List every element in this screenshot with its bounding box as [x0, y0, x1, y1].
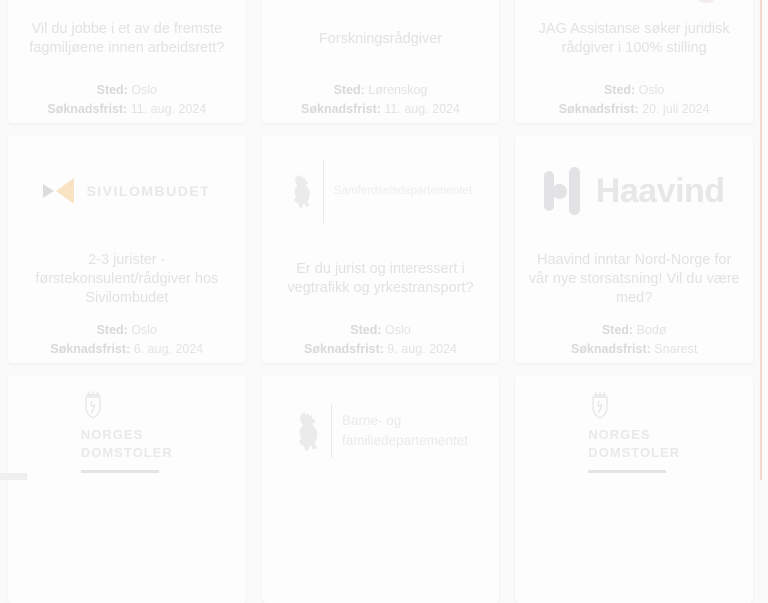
job-location: Sted: Lørenskog [333, 83, 428, 97]
job-card[interactable] [515, 135, 753, 363]
job-deadline: Søknadsfrist: 6. aug. 2024 [50, 342, 204, 356]
sivilombudet-left-arrow-icon [56, 178, 74, 204]
court-crest-icon [590, 390, 610, 420]
norges-domstoler-logo [588, 390, 680, 473]
job-card-grid [8, 0, 753, 603]
logo-underline [588, 470, 666, 473]
job-meta [301, 81, 460, 118]
royal-lion-icon [293, 411, 321, 451]
job-card[interactable] [262, 135, 500, 363]
job-card[interactable] [8, 375, 246, 603]
barne-og-familiedepartementet-logo [293, 404, 468, 458]
job-card[interactable] [262, 375, 500, 603]
royal-lion-icon [289, 174, 313, 208]
logo-divider [331, 404, 332, 458]
employer-logo-area [20, 0, 234, 13]
job-title: Forskningsrådgiver [318, 30, 443, 47]
employer-logo-area [274, 0, 488, 13]
employer-logo-area [527, 153, 741, 253]
job-deadline: Søknadsfrist: Snarest [570, 342, 698, 356]
job-card[interactable] [515, 0, 753, 123]
haavind-logo-text: Haavind [595, 171, 725, 210]
job-meta [571, 321, 697, 358]
job-title: 2-3 jurister - førstekonsulent/rådgiver hos Sivilombudet [35, 251, 219, 306]
job-deadline: Søknadsfrist: 9. aug. 2024 [304, 342, 457, 356]
job-title: Er du jurist og interessert i vegtrafikk og yrkestransport? [287, 261, 474, 296]
job-location: Sted: Bodø [601, 323, 667, 337]
department-logo-line1: Barne- og [341, 413, 402, 428]
norges-domstoler-logo [81, 390, 173, 473]
job-card[interactable] [8, 135, 246, 363]
job-card[interactable] [262, 0, 500, 123]
domstoler-logo-line1: NORGES [588, 426, 651, 442]
job-location: Sted: Oslo [96, 323, 158, 337]
bottom-left-edge-fragment [0, 473, 27, 480]
job-title: Vil du jobbe i et av de fremste fagmiljøene innen arbeidsrett? [29, 21, 225, 56]
job-deadline: Søknadsfrist: 11. aug. 2024 [47, 102, 207, 116]
job-title: JAG Assistanse søker juridisk rådgiver i 100% stilling [538, 21, 730, 56]
logo-divider [323, 159, 324, 223]
domstoler-logo-line2: DOMSTOLER [588, 444, 681, 460]
job-location: Sted: Oslo [96, 83, 158, 97]
job-card[interactable] [8, 0, 246, 123]
job-meta [47, 81, 206, 118]
sivilombudet-right-arrow-icon [43, 184, 54, 198]
haavind-logo [544, 167, 725, 215]
domstoler-logo-line2: DOMSTOLER [80, 444, 173, 460]
employer-logo-area [20, 153, 234, 253]
department-logo-line2: familiedepartementet [341, 433, 469, 448]
domstoler-logo-line1: NORGES [80, 426, 144, 442]
job-location: Sted: Oslo [603, 83, 665, 97]
job-meta [304, 321, 457, 358]
job-card[interactable] [515, 375, 753, 603]
job-deadline: Søknadsfrist: 20. juli 2024 [558, 102, 710, 116]
employer-logo-area [274, 153, 488, 253]
logo-underline [81, 470, 159, 473]
job-location: Sted: Oslo [350, 323, 411, 337]
sivilombudet-logo [43, 178, 210, 204]
employer-logo-area [527, 393, 741, 493]
job-title: Haavind inntar Nord-Norge for vår nye storsatsning! Vil du være med? [528, 251, 740, 306]
employer-logo-area [20, 393, 234, 493]
employer-logo-area [274, 393, 488, 493]
haavind-h-icon [544, 167, 580, 215]
court-crest-icon [83, 390, 103, 420]
scrollbar[interactable] [760, 0, 768, 480]
job-deadline: Søknadsfrist: 11. aug. 2024 [301, 102, 460, 116]
department-logo-text: Samferdselsdepartementet [333, 185, 473, 197]
samferdselsdepartementet-logo [289, 159, 472, 223]
job-meta [559, 81, 710, 118]
sivilombudet-logo-text: SIVILOMBUDET [86, 183, 211, 199]
job-meta [50, 321, 203, 358]
